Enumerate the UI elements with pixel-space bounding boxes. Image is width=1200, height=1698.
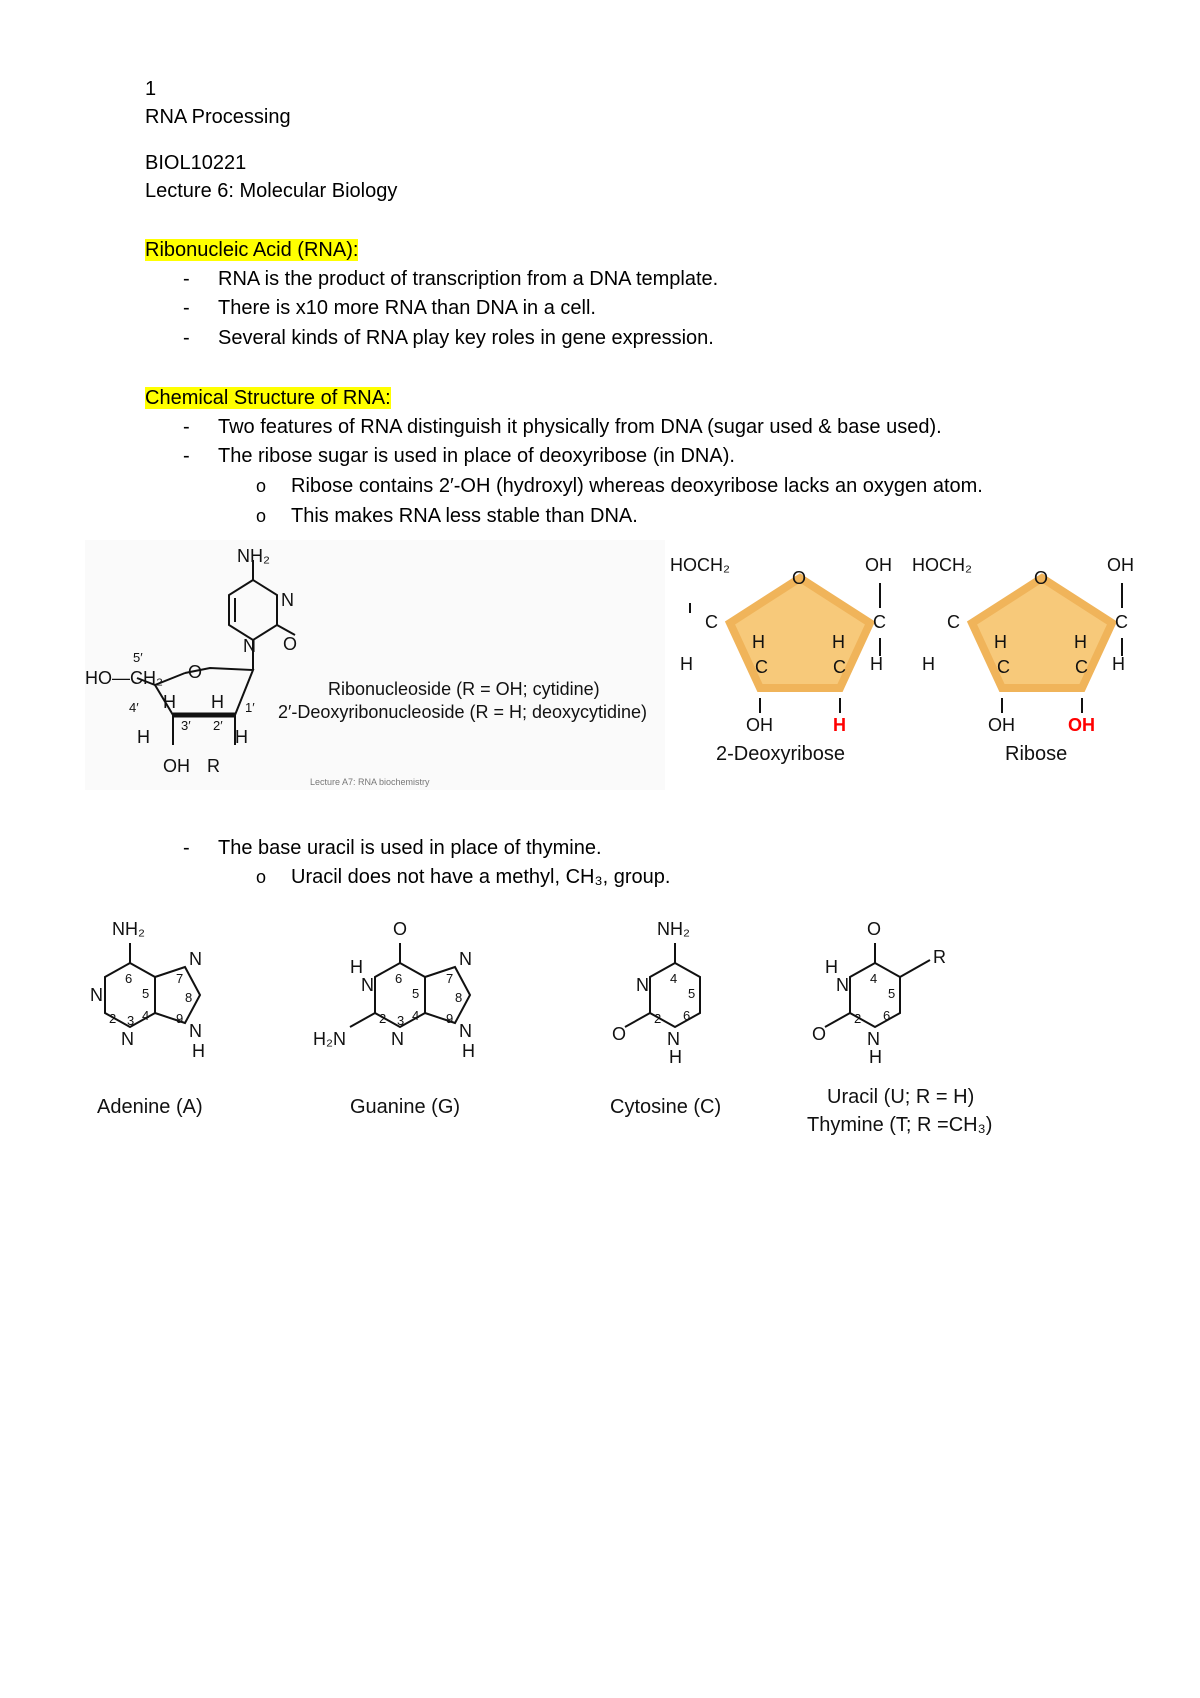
- sub-bullet-text: Uracil does not have a methyl, CH₃, group.: [291, 866, 671, 888]
- source-note: Lecture A7: RNA biochemistry: [310, 777, 430, 787]
- bullet-text: Two features of RNA distinguish it physically from DNA (sugar used & base used).: [218, 416, 942, 438]
- label-c: C: [997, 657, 1010, 677]
- ring-number: 2: [654, 1011, 662, 1026]
- bullet-text: There is x10 more RNA than DNA in a cell.: [218, 297, 596, 319]
- bullet-dash: -: [183, 268, 190, 290]
- atom-n: N: [836, 975, 849, 995]
- atom-n: N: [459, 1021, 472, 1041]
- ring-number: 5: [142, 986, 150, 1001]
- label-ho-ch2: HO—CH₂: [85, 668, 163, 688]
- bond: [350, 1013, 375, 1027]
- label-c: C: [1115, 612, 1128, 632]
- guanine-label: Guanine (G): [350, 1096, 461, 1118]
- atom-h: H: [825, 957, 838, 977]
- ring-number: 2: [379, 1011, 387, 1026]
- bullet-dash: -: [183, 445, 190, 467]
- label-h: H: [211, 692, 224, 712]
- deoxyribose-ring: [730, 578, 870, 688]
- label-ring-o: O: [188, 662, 203, 682]
- atom-h: H: [192, 1041, 205, 1061]
- atom-n: N: [121, 1029, 134, 1049]
- label-2prime-h: H: [833, 715, 846, 735]
- ring-number: 2: [109, 1011, 117, 1026]
- bullet-dash: -: [183, 416, 190, 438]
- label-c: C: [873, 612, 886, 632]
- ring-number: 6: [883, 1008, 891, 1023]
- ring-number: 6: [395, 971, 403, 986]
- label-o: O: [792, 568, 807, 588]
- sub-bullet-text: Ribose contains 2′-OH (hydroxyl) whereas deoxyribose lacks an oxygen atom.: [291, 475, 983, 497]
- ring-number: 6: [125, 971, 133, 986]
- atom-n: N: [189, 1021, 202, 1041]
- label-c: C: [1075, 657, 1088, 677]
- sub-bullet-marker: o: [256, 506, 267, 526]
- atom-h: H: [350, 957, 363, 977]
- ring-number: 5: [412, 986, 420, 1001]
- ribose-caption: Ribose: [1005, 743, 1068, 765]
- label-h: H: [137, 727, 150, 747]
- atom-n: N: [459, 949, 472, 969]
- label-c4: 4′: [129, 700, 139, 715]
- sub-bullet-marker: o: [256, 867, 267, 887]
- label-c5: 5′: [133, 650, 143, 665]
- atom-n: N: [667, 1029, 680, 1049]
- label-oh: OH: [163, 756, 190, 776]
- ring-number: 4: [670, 971, 678, 986]
- page-title: RNA Processing: [145, 106, 291, 128]
- ring-number: 7: [176, 971, 184, 986]
- atom-nh2: NH₂: [112, 919, 145, 939]
- label-n: N: [281, 590, 294, 610]
- ring-number: 4: [142, 1008, 150, 1023]
- label-h: H: [870, 654, 883, 674]
- label-o: O: [1034, 568, 1049, 588]
- nucleoside-figure: [85, 540, 665, 790]
- ring-number: 2: [854, 1011, 862, 1026]
- label-h: H: [1074, 632, 1087, 652]
- ring-number: 6: [683, 1008, 691, 1023]
- label-2prime-oh: OH: [1068, 715, 1095, 735]
- label-c1: 1′: [245, 700, 255, 715]
- ring-number: 4: [870, 971, 878, 986]
- bullet-text: Several kinds of RNA play key roles in gene expression.: [218, 327, 714, 349]
- ring-number: 8: [185, 990, 193, 1005]
- nucleoside-caption-2: 2′-Deoxyribonucleoside (R = H; deoxycytidine): [278, 702, 648, 722]
- cytosine-structure: [610, 919, 721, 1118]
- label-oh: OH: [988, 715, 1015, 735]
- atom-o: O: [812, 1024, 827, 1044]
- sub-bullet-text: This makes RNA less stable than DNA.: [291, 505, 638, 527]
- bases-figure: [85, 905, 1015, 1165]
- label-r: R: [207, 756, 220, 776]
- ring-number: 5: [688, 986, 696, 1001]
- label-h: H: [235, 727, 248, 747]
- heading-highlight: Ribonucleic Acid (RNA):: [145, 239, 359, 261]
- atom-n: N: [189, 949, 202, 969]
- label-h: H: [1112, 654, 1125, 674]
- lecture-title: Lecture 6: Molecular Biology: [145, 180, 398, 202]
- figure-background: [85, 540, 665, 790]
- label-h: H: [752, 632, 765, 652]
- label-oh: OH: [1107, 555, 1134, 575]
- label-c3: 3′: [181, 718, 191, 733]
- course-code: BIOL10221: [145, 152, 247, 174]
- bullet-text: The ribose sugar is used in place of deoxyribose (in DNA).: [218, 445, 735, 467]
- nucleoside-caption-1: Ribonucleoside (R = OH; cytidine): [328, 679, 600, 699]
- page-number: 1: [145, 78, 157, 100]
- label-o: O: [283, 634, 298, 654]
- uracil-thymine-structure: [807, 919, 992, 1136]
- atom-n: N: [867, 1029, 880, 1049]
- atom-h2n: H₂N: [313, 1029, 346, 1049]
- uracil-label: Uracil (U; R = H): [827, 1086, 975, 1108]
- ribose-ring: [972, 578, 1112, 688]
- label-nh2: NH₂: [237, 546, 270, 566]
- ring-number: 3: [127, 1013, 135, 1028]
- label-h: H: [994, 632, 1007, 652]
- cytosine-label: Cytosine (C): [610, 1096, 722, 1118]
- bullet-dash: -: [183, 327, 190, 349]
- bond: [825, 1013, 850, 1027]
- label-c: C: [705, 612, 718, 632]
- section-heading-structure: [145, 385, 391, 411]
- bullet-dash: -: [183, 297, 190, 319]
- label-h: H: [163, 692, 176, 712]
- label-c: C: [833, 657, 846, 677]
- sugar-comparison-figure: [670, 548, 1160, 773]
- section-heading-rna: [145, 237, 358, 263]
- ring-number: 9: [446, 1011, 454, 1026]
- bullet-text: RNA is the product of transcription from a DNA template.: [218, 268, 719, 290]
- atom-h: H: [462, 1041, 475, 1061]
- heading-highlight: Chemical Structure of RNA:: [145, 387, 391, 409]
- thymine-label: Thymine (T; R =CH₃): [807, 1114, 993, 1136]
- label-oh: OH: [746, 715, 773, 735]
- label-hoch2: HOCH₂: [670, 555, 730, 575]
- deoxyribose-caption: 2-Deoxyribose: [716, 743, 845, 765]
- label-n: N: [243, 636, 256, 656]
- bond: [625, 1013, 650, 1027]
- bond: [900, 960, 930, 977]
- label-h: H: [832, 632, 845, 652]
- bullet-dash: -: [183, 837, 190, 859]
- label-c2: 2′: [213, 718, 223, 733]
- atom-nh2: NH₂: [657, 919, 690, 939]
- atom-n: N: [361, 975, 374, 995]
- atom-r: R: [933, 947, 946, 967]
- atom-o: O: [612, 1024, 627, 1044]
- bullet-text: The base uracil is used in place of thymine.: [218, 837, 602, 859]
- atom-h: H: [669, 1047, 682, 1067]
- adenine-structure: [90, 919, 205, 1118]
- atom-n: N: [636, 975, 649, 995]
- ring-number: 8: [455, 990, 463, 1005]
- atom-n: N: [391, 1029, 404, 1049]
- label-h: H: [922, 654, 935, 674]
- sub-bullet-marker: o: [256, 476, 267, 496]
- atom-o: O: [867, 919, 882, 939]
- ring-number: 4: [412, 1008, 420, 1023]
- atom-n: N: [90, 985, 103, 1005]
- guanine-structure: [313, 919, 475, 1118]
- ring-number: 7: [446, 971, 454, 986]
- ring-number: 3: [397, 1013, 405, 1028]
- adenine-label: Adenine (A): [97, 1096, 203, 1118]
- label-c: C: [755, 657, 768, 677]
- label-h: H: [680, 654, 693, 674]
- ring-number: 5: [888, 986, 896, 1001]
- label-hoch2: HOCH₂: [912, 555, 972, 575]
- label-oh: OH: [865, 555, 892, 575]
- atom-o: O: [393, 919, 408, 939]
- label-c: C: [947, 612, 960, 632]
- atom-h: H: [869, 1047, 882, 1067]
- ring-number: 9: [176, 1011, 184, 1026]
